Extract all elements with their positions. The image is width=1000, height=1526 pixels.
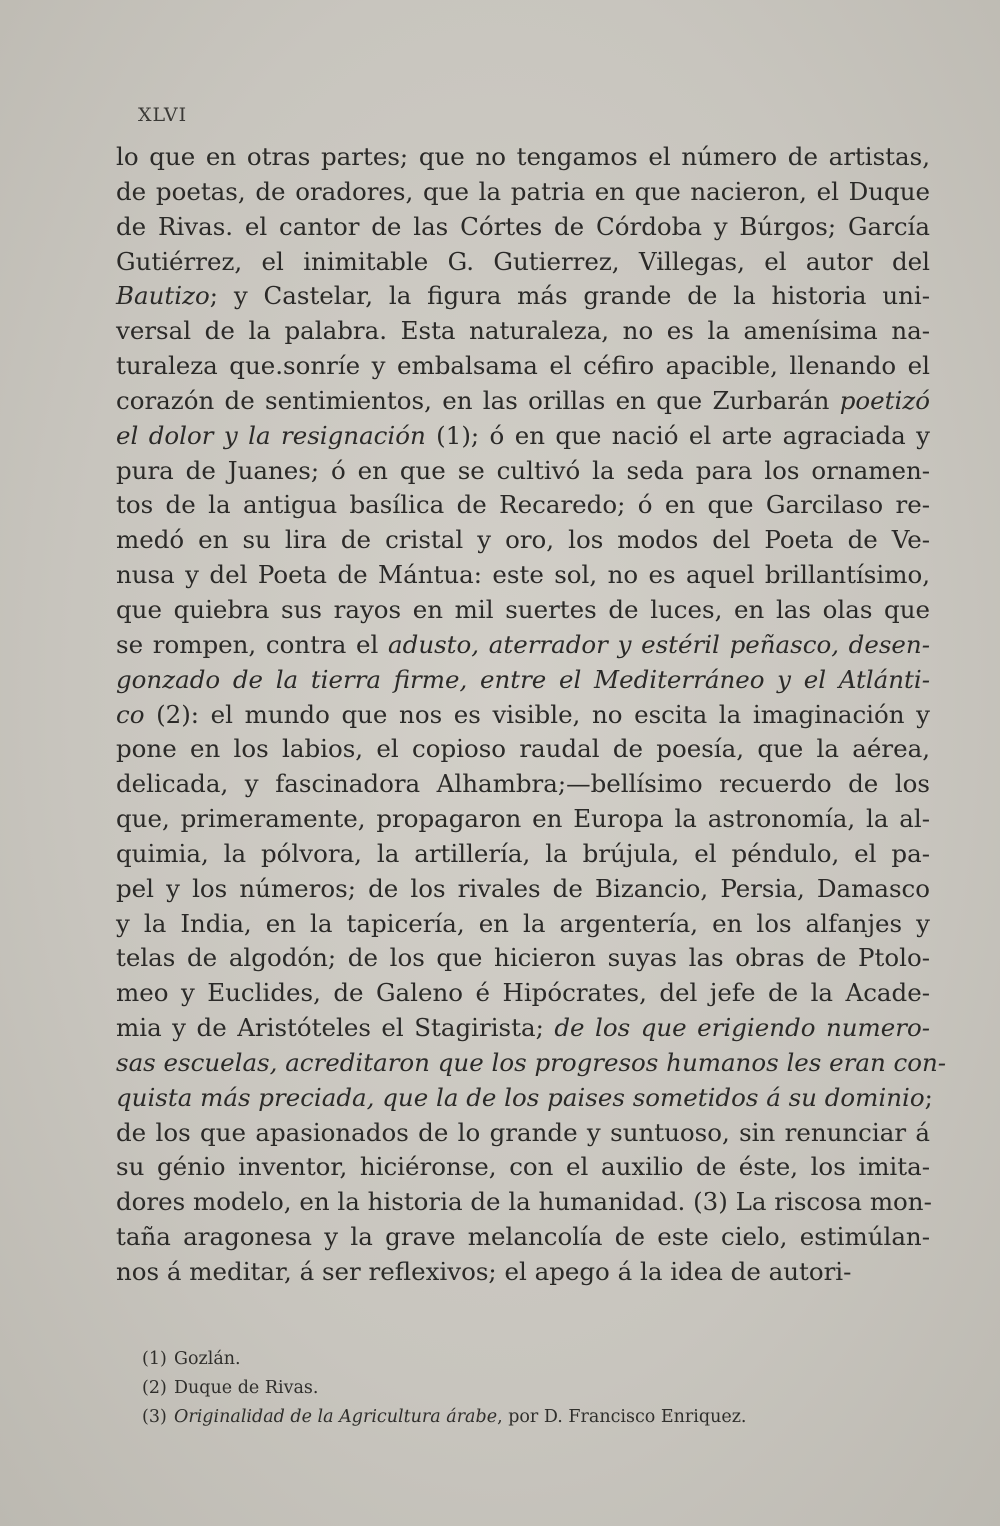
text-line (116, 802, 930, 837)
text-line (116, 523, 930, 558)
text-segment: versal de la palabra. Esta naturaleza, no es la amenísima na- (116, 316, 930, 346)
text-line (116, 767, 930, 802)
text-line (116, 1150, 930, 1185)
text-segment: (1); ó en que nació el arte agraciada y (425, 420, 930, 450)
footnote-number: (3) (142, 1407, 167, 1427)
text-segment: de Rivas. el cantor de las Córtes de Córdoba y Búrgos; García (116, 211, 930, 241)
text-segment: pura de Juanes; ó en que se cultivó la seda para los ornamen- (116, 455, 930, 485)
text-line (116, 663, 930, 698)
text-segment: nusa y del Poeta de Mántua: este sol, no es aquel brillantísimo, (116, 560, 930, 590)
text-line (116, 1220, 930, 1255)
text-line (116, 210, 930, 245)
italic-text: adusto, aterrador y estéril peñasco, desen- (388, 629, 930, 659)
text-line (116, 1185, 930, 1220)
text-line (116, 558, 930, 593)
text-line (116, 419, 930, 454)
text-segment: de poetas, de oradores, que la patria en que nacieron, el Duque (116, 176, 930, 206)
text-segment: taña aragonesa y la grave melancolía de este cielo, estimúlan- (116, 1222, 930, 1252)
page-number: XLVI (138, 104, 188, 126)
text-line (116, 279, 930, 314)
text-line (116, 140, 930, 175)
text-segment: lo que en otras partes; que no tengamos el número de artistas, (116, 142, 930, 171)
text-segment: y la India, en la tapicería, en la argentería, en los alfanjes y (116, 908, 930, 938)
italic-text: quista más preciada, que la de los paises sometidos á su dominio (116, 1082, 925, 1112)
italic-text: el dolor y la resignación (116, 420, 426, 450)
text-line (116, 732, 930, 767)
italic-text: poetizó (839, 385, 930, 415)
text-segment: que, primeramente, propagaron en Europa la astronomía, la al- (116, 804, 930, 834)
text-line (116, 837, 930, 872)
text-segment: turaleza que.sonríe y embalsama el céfiro apacible, llenando el (116, 351, 930, 381)
text-line (116, 872, 930, 907)
text-segment: delicada, y fascinadora Alhambra;—bellísimo recuerdo de los (116, 769, 930, 799)
text-line (116, 1081, 933, 1116)
footnote-number: (1) (142, 1349, 167, 1369)
text-segment: ; y Castelar, la figura más grande de la historia uni- (209, 281, 930, 311)
text-line (116, 454, 930, 489)
text-segment: medó en su lira de cristal y oro, los modos del Poeta de Ve- (116, 525, 930, 555)
text-line (116, 1116, 930, 1151)
footnote (142, 1345, 922, 1374)
text-segment: que quiebra sus rayos en mil suertes de luces, en las olas que (116, 594, 930, 624)
body-text (116, 140, 947, 1290)
text-segment: su génio inventor, hiciéronse, con el auxilio de éste, los imita- (116, 1152, 930, 1182)
text-line (116, 698, 930, 733)
text-line (116, 941, 930, 976)
footnote-number: (2) (142, 1378, 167, 1398)
text-line (116, 907, 930, 942)
text-line (116, 175, 930, 210)
footnote (142, 1403, 922, 1432)
footnote-text: Gozlán. (174, 1349, 241, 1369)
footnote-text: , por D. Francisco Enriquez. (497, 1407, 747, 1427)
text-line (116, 384, 930, 419)
italic-text: co (116, 699, 145, 729)
text-segment: pel y los números; de los rivales de Bizancio, Persia, Damasco (116, 873, 930, 903)
text-line (116, 245, 930, 280)
text-line (116, 349, 930, 384)
text-segment: dores modelo, en la historia de la humanidad. (3) La riscosa mon- (116, 1187, 932, 1217)
text-segment: corazón de sentimientos, en las orillas en que Zurbarán (116, 385, 840, 415)
text-line (116, 314, 930, 349)
footnote (142, 1374, 922, 1403)
text-segment: quimia, la pólvora, la artillería, la brújula, el péndulo, el pa- (116, 838, 930, 868)
text-segment: mia y de Aristóteles el Stagirista; (116, 1013, 555, 1043)
text-line (116, 488, 930, 523)
text-segment: Gutiérrez, el inimitable G. Gutierrez, Villegas, el autor del (116, 246, 930, 276)
text-segment: ; (924, 1082, 933, 1112)
italic-text: Bautizo (116, 281, 210, 311)
text-segment: se rompen, contra el (116, 629, 389, 659)
text-line (116, 976, 930, 1011)
text-line (116, 1255, 930, 1290)
text-segment: nos á meditar, á ser reflexivos; el apego á la idea de autori- (116, 1257, 852, 1286)
text-segment: telas de algodón; de los que hicieron suyas las obras de Ptolo- (116, 943, 930, 973)
text-segment: tos de la antigua basílica de Recaredo; ó en que Garcilaso re- (116, 490, 930, 520)
italic-text: de los que erigiendo numero- (554, 1013, 930, 1043)
text-line (116, 1011, 930, 1046)
footnote-title: Originalidad de la Agricultura árabe (174, 1407, 498, 1427)
text-line (116, 628, 930, 663)
text-segment: de los que apasionados de lo grande y suntuoso, sin renunciar á (116, 1117, 930, 1147)
italic-text: gonzado de la tierra firme, entre el Mediterráneo y el Atlánti- (116, 664, 930, 694)
footnote-text: Duque de Rivas. (174, 1378, 319, 1398)
text-segment: meo y Euclides, de Galeno é Hipócrates, del jefe de la Acade- (116, 978, 930, 1008)
text-segment: pone en los labios, el copioso raudal de poesía, que la aérea, (116, 734, 930, 764)
italic-text: sas escuelas, acreditaron que los progresos humanos les eran con- (116, 1047, 947, 1077)
text-segment: (2): el mundo que nos es visible, no escita la imaginación y (144, 699, 930, 729)
footnotes (142, 1345, 922, 1432)
text-line (116, 1046, 947, 1081)
text-line (116, 593, 930, 628)
